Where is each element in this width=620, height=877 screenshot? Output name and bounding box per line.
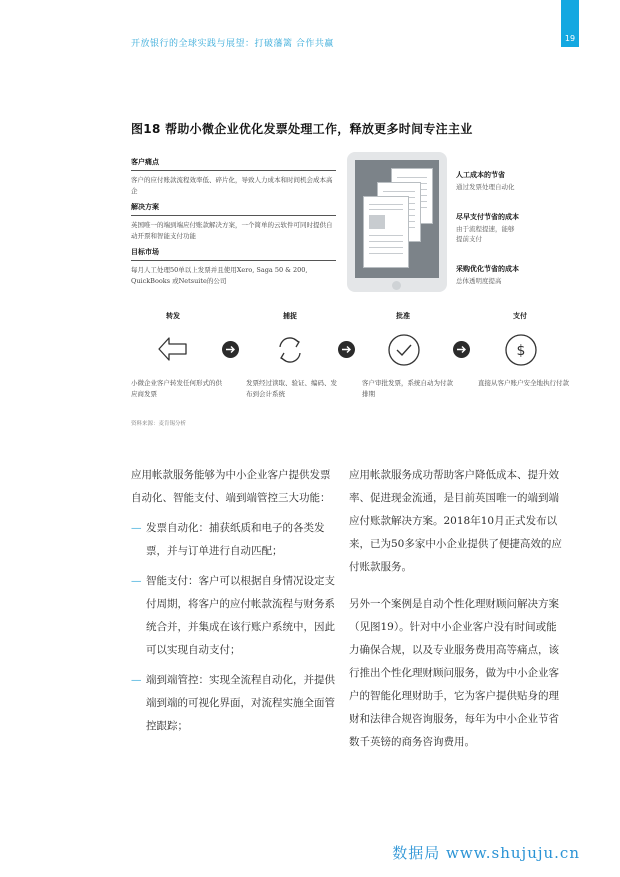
body-left-column bbox=[131, 464, 336, 738]
bullet-dash: — bbox=[131, 522, 142, 534]
step-desc-forward: 小微企业客户转发任何形式的供应商发票 bbox=[131, 379, 222, 398]
step-label-forward: 转发 bbox=[166, 312, 180, 320]
dollar-circle-icon bbox=[504, 333, 538, 367]
benefit-title: 采购优化节省的成本 bbox=[456, 265, 519, 273]
bullet-dash: — bbox=[131, 674, 142, 686]
step-desc-pay: 直接从客户账户安全地执行付款 bbox=[478, 379, 569, 387]
panel-heading: 解决方案 bbox=[131, 202, 336, 216]
panel-text: 每月人工处理50单以上发票并且使用Xero, Saga 50 & 200, QuickBooks 或Netsuite的公司 bbox=[131, 266, 308, 285]
benefit-title: 尽早支付节省的成本 bbox=[456, 213, 519, 221]
benefit-early-payment bbox=[456, 212, 576, 244]
body-paragraph: 另外一个案例是自动个性化理财顾问解决方案（见图19）。针对中小企业客户没有时间或能力确保合规，以及专业服务费用高等痛点，该行推出个性化理财顾问服务，做为中小企业客户的智能化理财助手，它为客户提供贴身的理财和法律合规咨询服务，每年为中小企业节省数千英镑的商务咨询费用。 bbox=[349, 598, 559, 748]
flow-arrow-icon bbox=[453, 341, 470, 358]
running-header: 开放银行的全球实践与展望：打破藩篱 合作共赢 bbox=[131, 39, 334, 49]
tablet-illustration bbox=[347, 152, 447, 292]
invoice-doc-front bbox=[363, 196, 409, 268]
body-paragraph: 应用帐款服务成功帮助客户降低成本、提升效率、促进现金流通，是目前英国唯一的端到端应付账款解决方案。2018年10月正式发布以来，已为50多家中小企业提供了便捷高效的应付账款服务。 bbox=[349, 469, 562, 573]
svg-text:$: $ bbox=[516, 343, 526, 359]
panel-text: 客户的应付账款流程效率低、碎片化，导致人力成本和时间机会成本高企 bbox=[131, 176, 333, 195]
page-number: 19 bbox=[564, 34, 576, 43]
checkmark-circle-icon bbox=[387, 333, 421, 367]
benefit-text: 通过发票处理自动化 bbox=[456, 183, 515, 191]
sync-arrows-icon bbox=[274, 334, 306, 366]
figure-source: 资料来源：麦肯锡分析 bbox=[131, 421, 187, 427]
panel-heading: 目标市场 bbox=[131, 247, 336, 261]
benefit-text: 总体透明度提高 bbox=[456, 277, 502, 285]
panel-heading: 客户痛点 bbox=[131, 157, 336, 171]
bullet-text: 发票自动化：捕获纸质和电子的各类发票，并与订单进行自动匹配； bbox=[146, 522, 325, 557]
panel-text: 英国唯一的端到端应付账款解决方案，一个简单的云软件可同时提供自动开票和智能支付功能 bbox=[131, 221, 333, 240]
bullet-item bbox=[131, 570, 336, 662]
tablet-home-button bbox=[392, 281, 401, 290]
watermark: 数据局 www.shujuju.cn bbox=[392, 844, 580, 862]
step-desc-approve: 客户审批发票，系统自动为付款排期 bbox=[362, 379, 453, 398]
panel-target-market bbox=[131, 247, 336, 287]
benefit-labor-cost bbox=[456, 170, 576, 192]
tablet-screen bbox=[355, 160, 439, 278]
bullet-text: 端到端管控：实现全流程自动化，并提供端到端的可视化界面，对流程实施全面管控跟踪； bbox=[146, 674, 335, 732]
bullet-item bbox=[131, 669, 336, 738]
body-right-column bbox=[349, 464, 567, 754]
flow-arrow-icon bbox=[338, 341, 355, 358]
bullet-item bbox=[131, 517, 336, 563]
page-number-tab bbox=[561, 0, 579, 47]
forward-arrow-icon bbox=[157, 335, 189, 365]
step-label-pay: 支付 bbox=[513, 312, 527, 320]
panel-pain-points bbox=[131, 157, 336, 197]
benefit-title: 人工成本的节省 bbox=[456, 171, 505, 179]
bullet-text: 智能支付：客户可以根据自身情况设定支付周期，将客户的应付帐款流程与财务系统合并，并集成在该行账户系统中，因此可以实现自动支付； bbox=[146, 575, 335, 656]
benefit-procurement bbox=[456, 264, 576, 286]
body-intro: 应用帐款服务能够为中小企业客户提供发票自动化、智能支付、端到端管控三大功能： bbox=[131, 469, 331, 504]
figure-title: 图18 帮助小微企业优化发票处理工作，释放更多时间专注主业 bbox=[131, 122, 473, 136]
benefit-text: 由于流程提速，能够提前支付 bbox=[456, 225, 515, 243]
bullet-dash: — bbox=[131, 575, 142, 587]
step-label-approve: 批准 bbox=[396, 312, 410, 320]
panel-solution bbox=[131, 202, 336, 242]
step-desc-capture: 发票经过读取、验证、编码、发布到会计系统 bbox=[246, 379, 337, 398]
flow-arrow-icon bbox=[222, 341, 239, 358]
step-label-capture: 捕捉 bbox=[283, 312, 297, 320]
